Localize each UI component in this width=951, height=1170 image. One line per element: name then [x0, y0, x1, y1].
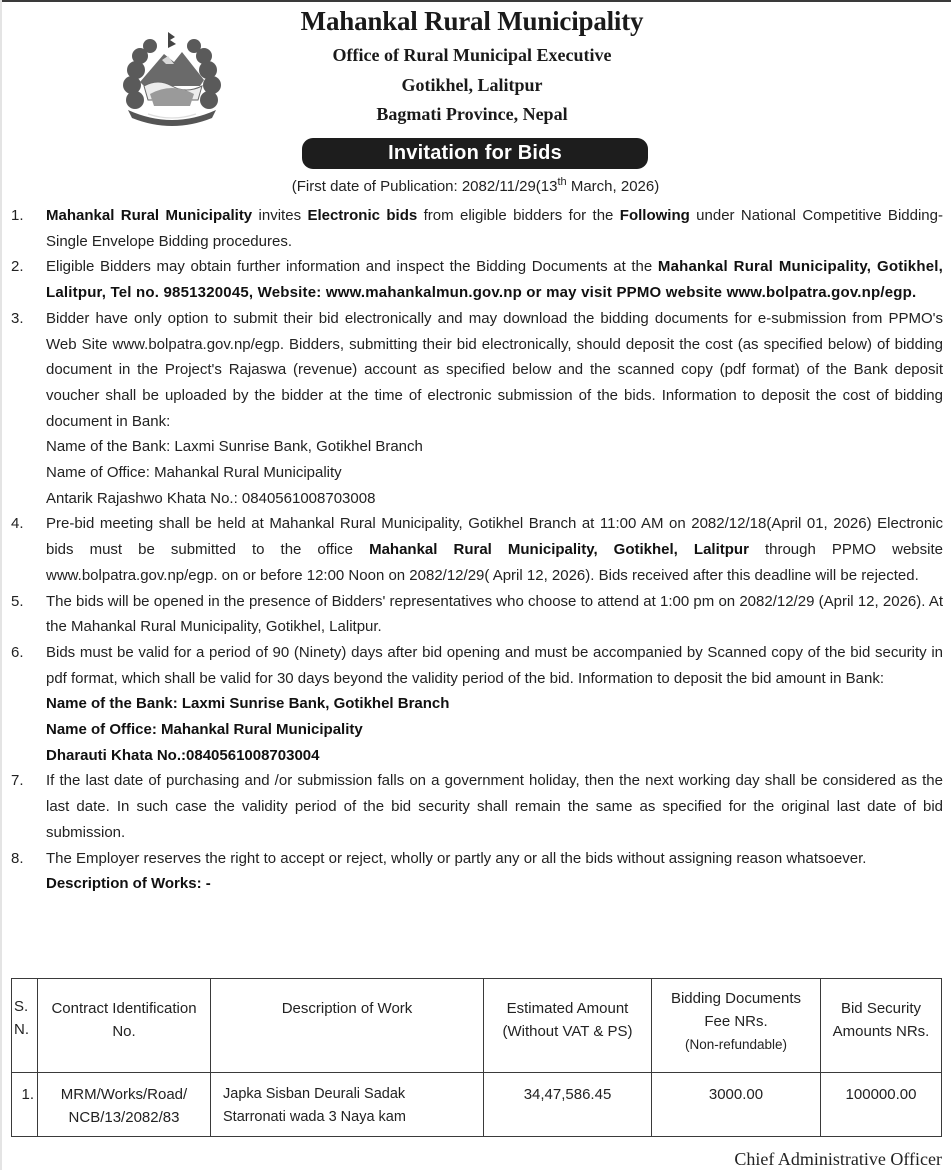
- deposit-account-number: Dharauti Khata No.:0840561008703004: [46, 746, 320, 764]
- publication-date: (First date of Publication: 2082/11/29(13th March, 2026): [291, 176, 660, 195]
- works-table: [11, 978, 942, 1137]
- cell-bidding-fee: 3000.00: [652, 1073, 821, 1137]
- cell-estimated-amount: 34,47,586.45: [484, 1073, 652, 1137]
- clause-number: 4.: [11, 515, 24, 533]
- province-country: Bagmati Province, Nepal: [376, 104, 568, 124]
- left-border: [0, 0, 2, 1170]
- clause-number: 3.: [11, 309, 24, 327]
- clause-5: 5. The bids will be opened in the presence of Bidders' representatives who choose to attend at 1:00 pm on 2082/12/29 (April 12, 2026). At the Mahankal Rural Municipality, Gotikhel, Lalitpur.: [11, 589, 943, 640]
- clause-1: 1. Mahankal Rural Municipality invites Electronic bids from eligible bidders for the Following under National Competitive Bidding-Single Envelope Bidding procedures.: [11, 203, 943, 254]
- description-of-works-heading: Description of Works: -: [46, 875, 211, 893]
- clause-number: 8.: [11, 849, 24, 867]
- cell-description: Japka Sisban Deurali Sadak Starronati wada 3 Naya kam: [211, 1073, 484, 1137]
- clause-number: 5.: [11, 592, 24, 610]
- clause-number: 6.: [11, 643, 24, 661]
- table-header-row: [12, 979, 942, 1073]
- header-sn: S. N.: [12, 979, 38, 1073]
- table-row: [12, 1073, 942, 1137]
- cell-sn: 1.: [12, 1073, 38, 1137]
- bank-name: Name of the Bank: Laxmi Sunrise Bank, Gotikhel Branch: [46, 695, 450, 713]
- header-contract-id: Contract Identification No.: [38, 979, 211, 1073]
- notice-title-banner: Invitation for Bids: [302, 138, 648, 169]
- clause-number: 7.: [11, 772, 24, 790]
- header-bidding-fee: Bidding Documents Fee NRs. (Non-refundable): [652, 979, 821, 1073]
- contact-and-website-info: Mahankal Rural Municipality, Gotikhel, Lalitpur, Tel no. 9851320045, Website: www.mahankalmun.gov.np or may visit PPMO website www.bolpatra.gov.np/egp.: [46, 258, 943, 302]
- top-border: [0, 0, 951, 2]
- header-bid-security: Bid Security Amounts NRs.: [821, 979, 942, 1073]
- office-name-line: Name of Office: Mahankal Rural Municipality: [46, 464, 342, 482]
- clauses-list: [11, 203, 943, 897]
- bank-name: Name of the Bank: Laxmi Sunrise Bank, Gotikhel Branch: [46, 438, 423, 456]
- clause-number: 2.: [11, 258, 24, 276]
- office-name: Office of Rural Municipal Executive: [332, 45, 612, 65]
- clause-8: 8. The Employer reserves the right to accept or reject, wholly or partly any or all the bids without assigning reason whatsoever. Description of Works: -: [11, 846, 943, 897]
- signatory-title: Chief Administrative Officer: [734, 1149, 942, 1169]
- municipality-name: Mahankal Rural Municipality: [300, 6, 644, 36]
- clause-6: 6. Bids must be valid for a period of 90 (Ninety) days after bid opening and must be accompanied by Scanned copy of the bid security in pdf format, which shall be valid for 30 days beyond the validity period of the bid. Information to deposit the bid amount in Bank: Name of the Bank: Laxmi Sunrise Bank, Gotikhel Branch Name of Office: Mahankal Rural Municipality Dharauti Khata No.:0840561008703004: [11, 640, 943, 769]
- clause-3: 3. Bidder have only option to submit their bid electronically and may download the bidding documents for e-submission from PPMO's Web Site www.bolpatra.gov.np/egp. Bidders, submitting their bid electronically, should deposit the cost (as specified below) of bidding document in the Project's Rajaswa (revenue) account as specified below and the scanned copy (pdf format) of the Bank deposit voucher shall be uploaded by the bidder at the time of electronic submission of the bids. Information to deposit the cost of bidding document in Bank: Name of the Bank: Laxmi Sunrise Bank, Gotikhel Branch Name of Office: Mahankal Rural Municipality Antarik Rajashwo Khata No.: 0840561008703008: [11, 306, 943, 512]
- clause-number: 1.: [11, 207, 24, 224]
- header-description: Description of Work: [211, 979, 484, 1073]
- header-estimated-amount: Estimated Amount (Without VAT & PS): [484, 979, 652, 1073]
- nepal-government-emblem-icon: [118, 30, 226, 132]
- cell-contract-id: MRM/Works/Road/ NCB/13/2082/83: [38, 1073, 211, 1137]
- clause-2: 2. Eligible Bidders may obtain further information and inspect the Bidding Documents at the Mahankal Rural Municipality, Gotikhel, Lalitpur, Tel no. 9851320045, Website: www.mahankalmun.gov.np or may visit PPMO website www.bolpatra.gov.np/egp.: [11, 254, 943, 305]
- clause-7: 7. If the last date of purchasing and /or submission falls on a government holiday, then the next working day shall be considered as the last date. In such case the validity period of the bid security shall remain the same as specified for the original last date of bid submission.: [11, 768, 943, 845]
- revenue-account-number: Antarik Rajashwo Khata No.: 0840561008703008: [46, 489, 376, 507]
- office-location: Gotikhel, Lalitpur: [401, 75, 543, 95]
- clause-4: 4. Pre-bid meeting shall be held at Mahankal Rural Municipality, Gotikhel Branch at 11:00 AM on 2082/12/18(April 01, 2026) Electronic bids must be submitted to the office Mahankal Rural Municipality, Gotikhel, Lalitpur through PPMO website www.bolpatra.gov.np/egp. on or before 12:00 Noon on 2082/12/29( April 12, 2026). Bids received after this deadline will be rejected.: [11, 511, 943, 588]
- cell-bid-security: 100000.00: [821, 1073, 942, 1137]
- office-name-line: Name of Office: Mahankal Rural Municipality: [46, 721, 363, 739]
